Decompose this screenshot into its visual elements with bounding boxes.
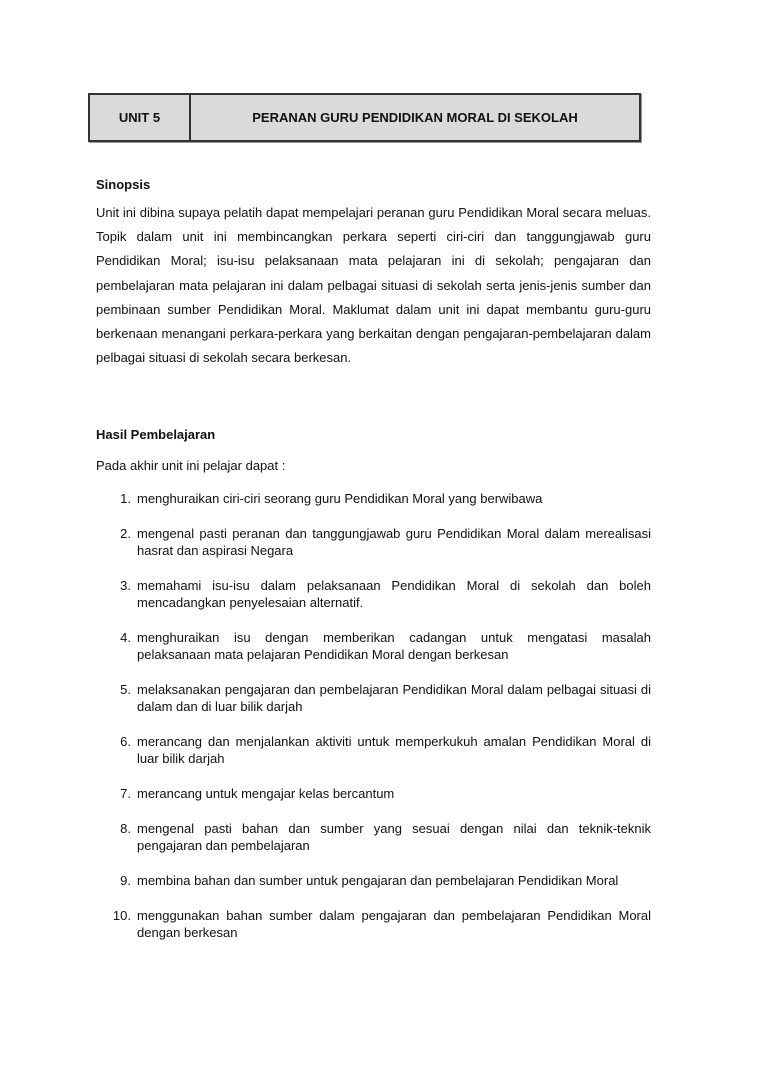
hasil-heading: Hasil Pembelajaran xyxy=(96,427,216,442)
item-number: 5. xyxy=(120,682,131,697)
item-number: 8. xyxy=(120,821,131,836)
item-number: 6. xyxy=(120,734,131,749)
item-text: merancang dan menjalankan aktiviti untuk memperkukuh amalan Pendidikan Moral di luar bilik darjah xyxy=(137,734,651,766)
item-number: 2. xyxy=(120,526,131,541)
list-item xyxy=(96,525,651,559)
learning-outcomes-list xyxy=(96,490,651,959)
item-text: membina bahan dan sumber untuk pengajaran dan pembelajaran Pendidikan Moral xyxy=(137,873,619,888)
unit-number: UNIT 5 xyxy=(90,95,191,140)
unit-title: PERANAN GURU PENDIDIKAN MORAL DI SEKOLAH xyxy=(252,110,578,125)
list-item xyxy=(96,490,651,507)
item-text: memahami isu-isu dalam pelaksanaan Pendidikan Moral di sekolah dan boleh mencadangkan penyelesaian alternatif. xyxy=(137,578,651,610)
item-text: menggunakan bahan sumber dalam pengajaran dan pembelajaran Pendidikan Moral dengan berkesan xyxy=(137,908,651,940)
item-text: menghuraikan isu dengan memberikan cadangan untuk mengatasi masalah pelaksanaan mata pelajaran Pendidikan Moral dengan berkesan xyxy=(137,630,651,662)
item-text: merancang untuk mengajar kelas bercantum xyxy=(137,786,395,801)
hasil-intro: Pada akhir unit ini pelajar dapat : xyxy=(96,458,286,473)
list-item xyxy=(96,733,651,767)
sinopsis-heading: Sinopsis xyxy=(96,177,151,192)
item-number: 7. xyxy=(120,786,131,801)
item-number: 10. xyxy=(112,908,131,923)
item-number: 4. xyxy=(120,630,131,645)
list-item xyxy=(96,872,651,889)
sinopsis-paragraph: Unit ini dibina supaya pelatih dapat mempelajari peranan guru Pendidikan Moral secara meluas. Topik dalam unit ini membincangkan perkara seperti ciri-ciri dan tanggungjawab guru Pendidikan Moral; isu-isu pelaksanaan mata pelajaran ini di sekolah; pengajaran dan pembelajaran mata pelajaran ini dalam pelbagai situasi di sekolah serta jenis-jenis sumber dan pembinaan sumber Pendidikan Moral. Maklumat dalam unit ini dapat membantu guru-guru berkenaan menangani perkara-perkara yang berkaitan dengan pengajaran-pembelajaran dalam pelbagai situasi di sekolah secara berkesan. xyxy=(96,205,651,366)
list-item xyxy=(96,681,651,715)
list-item xyxy=(96,820,651,854)
list-item xyxy=(96,629,651,663)
list-item xyxy=(96,907,651,941)
item-text: menghuraikan ciri-ciri seorang guru Pendidikan Moral yang berwibawa xyxy=(137,491,543,506)
item-text: mengenal pasti peranan dan tanggungjawab guru Pendidikan Moral dalam merealisasi hasrat dan aspirasi Negara xyxy=(137,526,651,558)
list-item xyxy=(96,577,651,611)
list-item xyxy=(96,785,651,802)
item-text: melaksanakan pengajaran dan pembelajaran Pendidikan Moral dalam pelbagai situasi di dalam dan di luar bilik darjah xyxy=(137,682,651,714)
item-number: 1. xyxy=(120,491,131,506)
item-text: mengenal pasti bahan dan sumber yang sesuai dengan nilai dan teknik-teknik pengajaran dan pembelajaran xyxy=(137,821,651,853)
unit-header-table xyxy=(88,93,641,142)
item-number: 9. xyxy=(120,873,131,888)
item-number: 3. xyxy=(120,578,131,593)
